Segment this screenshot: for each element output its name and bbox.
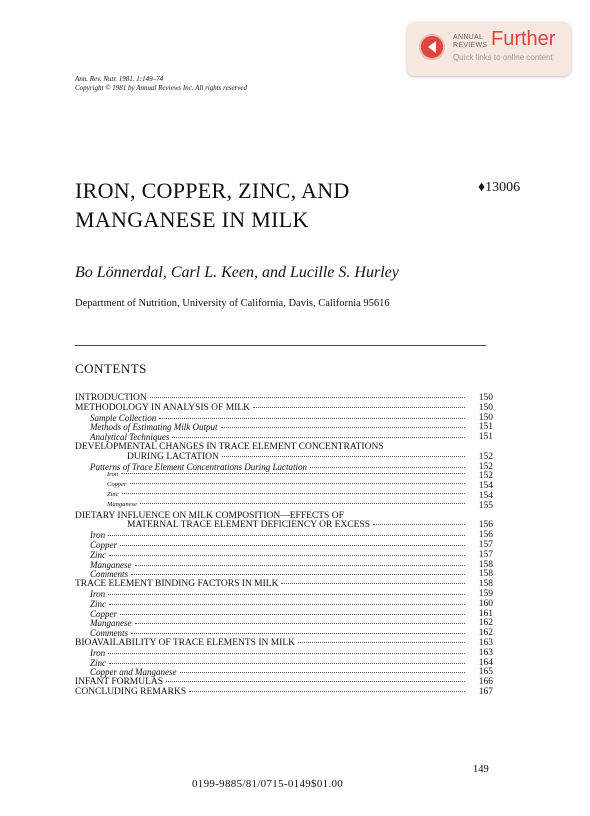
toc-leader-dots <box>166 681 465 682</box>
toc-leader-dots <box>298 642 465 643</box>
title-line-2: MANGANESE IN MILK <box>75 207 309 232</box>
authors: Bo Lönnerdal, Carl L. Keen, and Lucille S. Hurley <box>75 264 399 281</box>
banner-reviews-text: REVIEWS <box>453 42 488 49</box>
toc-entry-page: 158 <box>478 569 493 580</box>
toc-leader-dots <box>221 427 466 428</box>
toc-entry-page: 167 <box>478 687 493 697</box>
toc-entry-label: METHODOLOGY IN ANALYSIS OF MILK <box>75 402 250 413</box>
toc-leader-dots <box>310 467 465 468</box>
toc-leader-dots <box>172 437 465 438</box>
toc-entry[interactable] <box>75 511 493 521</box>
toc-entry-label: Iron <box>90 530 106 541</box>
toc-entry-page: 156 <box>478 530 493 541</box>
toc-entry-page: 163 <box>478 638 493 648</box>
toc-leader-dots <box>222 456 465 457</box>
toc-entry-page: 157 <box>478 540 493 550</box>
toc-entry-label: Iron <box>107 471 118 479</box>
toc-entry[interactable] <box>75 413 493 423</box>
toc-entry-page: 165 <box>478 667 493 678</box>
toc-entry-page: 151 <box>478 422 493 433</box>
toc-leader-dots <box>135 565 466 566</box>
toc-entry-label: Zinc <box>90 657 107 668</box>
toc-entry-page: 166 <box>478 677 493 688</box>
toc-entry-page: 161 <box>478 608 493 619</box>
toc-entry-label: Zinc <box>90 598 107 609</box>
toc-leader-dots <box>130 483 466 484</box>
toc-entry-page: 156 <box>478 520 493 531</box>
toc-entry[interactable] <box>75 432 493 442</box>
toc-leader-dots <box>109 663 465 664</box>
citation-line-1: Ann. Rev. Nutr. 1981. 1:149–74 <box>75 75 164 83</box>
toc-entry-page: 164 <box>478 657 493 668</box>
toc-entry[interactable] <box>75 667 493 677</box>
toc-entry[interactable] <box>75 687 493 697</box>
toc-entry-label: DEVELOPMENTAL CHANGES IN TRACE ELEMENT CONCENTRATIONS <box>75 442 384 452</box>
toc-entry-page: 155 <box>478 500 493 511</box>
department: Department of Nutrition, University of California, Davis, California 95616 <box>75 298 390 309</box>
toc-entry[interactable] <box>75 560 493 570</box>
contents-heading: CONTENTS <box>75 361 147 376</box>
toc-leader-dots <box>120 545 465 546</box>
toc-entry[interactable] <box>75 403 493 413</box>
toc-leader-dots <box>140 503 465 504</box>
toc-entry[interactable] <box>75 628 493 638</box>
toc-leader-dots <box>135 623 466 624</box>
toc-entry[interactable] <box>75 393 493 403</box>
toc-leader-dots <box>150 397 465 398</box>
toc-entry-label: Copper <box>90 540 117 550</box>
citation <box>75 75 247 93</box>
toc-entry-label: Patterns of Trace Element Concentrations During Lactation <box>90 461 307 472</box>
toc-entry-page: 158 <box>478 579 493 590</box>
toc-entry-page: 158 <box>478 559 493 570</box>
toc-entry-page: 154 <box>478 491 493 501</box>
toc-entry[interactable] <box>75 638 493 648</box>
toc-entry[interactable] <box>75 658 493 668</box>
toc-entry-page: 154 <box>478 481 493 492</box>
toc-entry[interactable] <box>75 618 493 628</box>
toc-entry-page: 150 <box>478 393 493 403</box>
toc-leader-dots <box>120 614 465 615</box>
toc-entry-label: Methods of Estimating Milk Output <box>90 422 218 433</box>
toc-entry[interactable] <box>75 550 493 560</box>
toc-entry-label: Comments <box>90 569 128 580</box>
toc-entry-label: Copper and Manganese <box>90 667 177 678</box>
further-banner-button[interactable] <box>407 22 571 76</box>
toc-entry-label: CONCLUDING REMARKS <box>75 687 187 697</box>
toc-entry-label: Comments <box>90 628 128 639</box>
toc-entry-page: 162 <box>478 618 493 629</box>
toc-entry-label: INFANT FORMULAS <box>75 677 164 688</box>
toc-entry-label: Manganese <box>90 559 132 570</box>
banner-tagline: Quick links to online content <box>453 53 553 62</box>
article-title <box>75 176 350 234</box>
toc-entry-label: Manganese <box>107 500 137 508</box>
toc-entry-label: Zinc <box>90 549 107 560</box>
toc-leader-dots <box>373 524 465 525</box>
toc-entry-label: Sample Collection <box>90 412 157 423</box>
toc-leader-dots <box>109 555 465 556</box>
toc-entry-page: 151 <box>478 432 493 443</box>
reference-code: ♦13006 <box>478 180 521 195</box>
toc-leader-dots <box>189 691 465 692</box>
toc-entry[interactable] <box>75 589 493 599</box>
toc-entry-label: Iron <box>90 589 106 599</box>
toc-entry-label: DURING LACTATION <box>127 451 219 462</box>
toc-entry-page: 157 <box>478 549 493 560</box>
title-line-1: IRON, COPPER, ZINC, AND <box>75 178 350 203</box>
play-icon <box>419 34 445 60</box>
toc-entry[interactable] <box>75 491 493 501</box>
toc-entry[interactable] <box>75 481 493 492</box>
toc-entry-page: 152 <box>478 461 493 472</box>
toc-entry-label: MATERNAL TRACE ELEMENT DEFICIENCY OR EXCESS <box>127 520 371 531</box>
toc-entry-page: 160 <box>478 598 493 609</box>
banner-annual-text: ANNUAL <box>453 34 484 41</box>
toc-entry[interactable] <box>75 540 493 550</box>
toc-entry-label: Zinc <box>107 491 119 498</box>
toc-entry-label: Copper <box>107 481 127 489</box>
toc-entry[interactable] <box>75 520 493 530</box>
toc-leader-dots <box>253 407 465 408</box>
divider <box>75 345 486 346</box>
toc-entry-page: 162 <box>478 628 493 639</box>
page-number: 149 <box>473 764 489 775</box>
toc-entry-page: 152 <box>478 451 493 462</box>
toc-entry-label: BIOAVAILABILITY OF TRACE ELEMENTS IN MILK <box>75 638 295 648</box>
toc-entry[interactable] <box>75 500 493 511</box>
toc-leader-dots <box>108 535 465 536</box>
toc-entry-label: Iron <box>90 647 106 658</box>
toc-entry-label: Analytical Techniques <box>90 432 170 443</box>
toc-entry[interactable] <box>75 648 493 658</box>
banner-further-text: Further <box>491 28 556 50</box>
toc-entry[interactable] <box>75 471 493 482</box>
toc-entry-label: Copper <box>90 608 117 619</box>
toc-leader-dots <box>159 418 465 419</box>
toc-entry-label: TRACE ELEMENT BINDING FACTORS IN MILK <box>75 579 279 590</box>
toc-entry-page: 152 <box>478 471 493 482</box>
toc-leader-dots <box>121 473 465 474</box>
toc-entry[interactable] <box>75 599 493 609</box>
toc-leader-dots <box>108 594 465 595</box>
toc-entry[interactable] <box>75 609 493 619</box>
toc-entry-label: INTRODUCTION <box>75 393 147 403</box>
toc-entry[interactable] <box>75 579 493 589</box>
toc-entry-label: DIETARY INFLUENCE ON MILK COMPOSITION—EFFECTS OF <box>75 510 344 521</box>
toc-entry[interactable] <box>75 452 493 462</box>
toc-entry[interactable] <box>75 462 493 472</box>
toc-entry[interactable] <box>75 569 493 579</box>
footer-code: 0199-9885/81/0715-0149$01.00 <box>192 778 344 790</box>
toc-entry-page: 163 <box>478 647 493 658</box>
toc-entry[interactable] <box>75 442 493 452</box>
toc-entry-page: 159 <box>478 589 493 599</box>
toc-leader-dots <box>131 574 465 575</box>
toc-entry[interactable] <box>75 530 493 540</box>
toc-entry-page: 150 <box>478 412 493 423</box>
toc-leader-dots <box>281 583 465 584</box>
toc-leader-dots <box>122 493 465 494</box>
toc-leader-dots <box>131 633 465 634</box>
toc-entry[interactable] <box>75 677 493 687</box>
citation-line-2: Copyright © 1981 by Annual Reviews Inc. All rights reserved <box>75 84 247 92</box>
toc-entry-page: 150 <box>478 402 493 413</box>
toc-entry-label: Manganese <box>90 618 132 629</box>
toc-leader-dots <box>108 653 465 654</box>
toc-leader-dots <box>109 604 465 605</box>
toc-leader-dots <box>180 672 466 673</box>
toc-entry[interactable] <box>75 422 493 432</box>
